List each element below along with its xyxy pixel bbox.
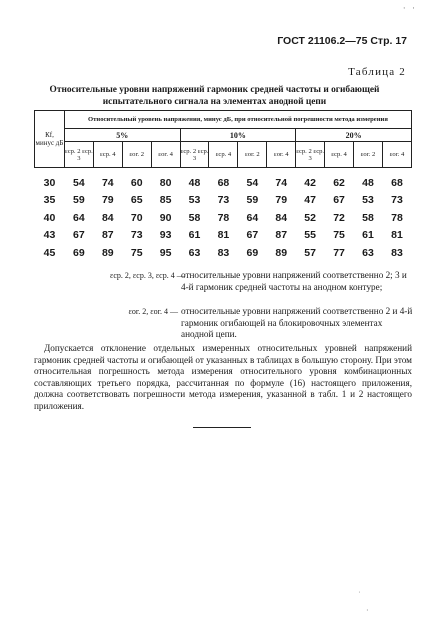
table-row — [35, 227, 412, 245]
column-subheader: εср. 2 εср. 3 — [64, 142, 93, 168]
level-value-cell: 55 — [304, 229, 316, 242]
column-subheader: εог. 2 — [238, 142, 267, 168]
levels-table — [34, 110, 412, 262]
kf-value-cell: 43 — [43, 229, 56, 242]
level-value-cell: 74 — [101, 176, 114, 189]
level-value-cell: 89 — [101, 246, 114, 259]
level-value-cell: 42 — [304, 176, 316, 189]
level-value-cell: 81 — [217, 229, 230, 242]
level-value-cell: 83 — [391, 246, 403, 259]
level-value-cell: 48 — [362, 176, 374, 189]
level-value-cell: 87 — [101, 229, 114, 242]
level-value-cell: 73 — [130, 229, 143, 242]
level-value-cell: 61 — [362, 229, 374, 242]
level-value-cell: 83 — [217, 246, 230, 259]
level-value-cell: 63 — [362, 246, 374, 259]
level-value-cell: 57 — [304, 246, 316, 259]
column-subheader: εог. 4 — [151, 142, 180, 168]
legend-text-1: относительные уровни напряжений соответственно 2; 3 и 4-й гармоник средней частоты на анодном контуре; — [181, 270, 407, 292]
level-value-cell: 54 — [246, 176, 259, 189]
column-subheader: εог. 2 — [122, 142, 151, 168]
level-value-cell: 79 — [275, 194, 288, 207]
table-caption: Относительные уровни напряжений гармоник средней частоты и огибающей испытательного сигнала на элементах анодной цепи — [49, 85, 380, 107]
level-value-cell: 78 — [217, 211, 230, 224]
legend-text-2: относительные уровни напряжений соответственно 2 и 4-й гармоник огибающей на блокировочных элементах анодной цепи. — [181, 306, 413, 339]
level-value-cell: 87 — [275, 229, 288, 242]
table-row — [35, 168, 412, 192]
column-subheader: εср. 4 — [209, 142, 238, 168]
column-subheader: εог. 4 — [382, 142, 411, 168]
column-subheader: εог. 2 — [354, 142, 383, 168]
level-value-cell: 67 — [333, 194, 345, 207]
level-value-cell: 67 — [246, 229, 259, 242]
kf-value-cell: 30 — [43, 176, 56, 189]
level-value-cell: 69 — [246, 246, 259, 259]
level-value-cell: 59 — [73, 194, 85, 207]
level-value-cell: 68 — [217, 176, 230, 189]
percent-header: 20% — [296, 129, 412, 142]
column-subheader: εср. 4 — [93, 142, 122, 168]
end-rule — [193, 427, 251, 428]
level-value-cell: 84 — [275, 211, 288, 224]
level-value-cell: 63 — [188, 246, 201, 259]
level-value-cell: 81 — [391, 229, 403, 242]
page-header-reference: ГОСТ 21106.2—75 Стр. 17 — [277, 35, 407, 47]
level-value-cell: 69 — [73, 246, 85, 259]
level-value-cell: 65 — [130, 194, 143, 207]
column-subheader: εср. 2 εср. 3 — [296, 142, 325, 168]
percent-header: 10% — [180, 129, 296, 142]
legend-label-2: εог. 2, εог. 4 — — [128, 307, 178, 316]
kf-value-cell: 45 — [43, 246, 56, 259]
table-row — [35, 209, 412, 227]
level-value-cell: 89 — [275, 246, 288, 259]
level-value-cell: 58 — [362, 211, 374, 224]
corner-marks: · · — [402, 3, 417, 13]
legend-label-1: εср. 2, εср. 3, εср. 4 — — [110, 271, 185, 280]
column-subheader: εср. 4 — [325, 142, 354, 168]
level-value-cell: 54 — [73, 176, 85, 189]
table-number-label: Таблица 2 — [348, 66, 406, 78]
level-value-cell: 62 — [333, 176, 345, 189]
level-value-cell: 52 — [304, 211, 316, 224]
level-value-cell: 60 — [130, 176, 143, 189]
level-value-cell: 90 — [159, 211, 172, 224]
table-row — [35, 192, 412, 210]
column-subheader: εог. 4 — [267, 142, 296, 168]
level-value-cell: 61 — [188, 229, 201, 242]
level-value-cell: 78 — [391, 211, 403, 224]
level-value-cell: 67 — [73, 229, 85, 242]
percent-header: 5% — [64, 129, 180, 142]
table-row — [35, 244, 412, 262]
level-value-cell: 93 — [159, 229, 172, 242]
column-subheader: εср. 2 εср. 3 — [180, 142, 209, 168]
level-value-cell: 85 — [159, 194, 172, 207]
level-value-cell: 64 — [246, 211, 259, 224]
level-value-cell: 47 — [304, 194, 316, 207]
kf-value-cell: 40 — [43, 211, 56, 224]
level-value-cell: 73 — [217, 194, 230, 207]
level-value-cell: 84 — [101, 211, 114, 224]
scan-speck: · — [366, 606, 369, 615]
level-value-cell: 72 — [333, 211, 345, 224]
level-value-cell: 73 — [391, 194, 403, 207]
level-value-cell: 70 — [130, 211, 143, 224]
level-value-cell: 64 — [73, 211, 85, 224]
level-value-cell: 77 — [333, 246, 345, 259]
level-value-cell: 59 — [246, 194, 259, 207]
scan-speck: ˙ — [358, 590, 361, 599]
level-value-cell: 74 — [275, 176, 288, 189]
level-value-cell: 79 — [101, 194, 114, 207]
level-value-cell: 95 — [159, 246, 172, 259]
level-value-cell: 75 — [130, 246, 143, 259]
level-value-cell: 80 — [159, 176, 172, 189]
body-paragraph: Допускается отклонение отдельных измеренных относительных уровней напряжений гармоник средней частоты и огибающей от указанных в таблицах в большую сторону. При этом относительная погрешность метода измерения относительного уровня комбинационных составляющих третьего порядка, рассчитанная по формуле (16) настоящего приложения, должна соответствовать погрешности метода измерения, указанной в табл. 1 и 2 настоящего приложения. — [34, 343, 412, 411]
level-value-cell: 53 — [362, 194, 374, 207]
group-title-header: Относительный уровень напряжения, минус дБ, при относительной погрешности метода измерения — [64, 111, 411, 129]
level-value-cell: 48 — [188, 176, 201, 189]
level-value-cell: 58 — [188, 211, 201, 224]
level-value-cell: 53 — [188, 194, 201, 207]
level-value-cell: 68 — [391, 176, 403, 189]
level-value-cell: 75 — [333, 229, 345, 242]
kf-header: Кf, минус дБ — [35, 111, 65, 168]
kf-value-cell: 35 — [43, 194, 56, 207]
